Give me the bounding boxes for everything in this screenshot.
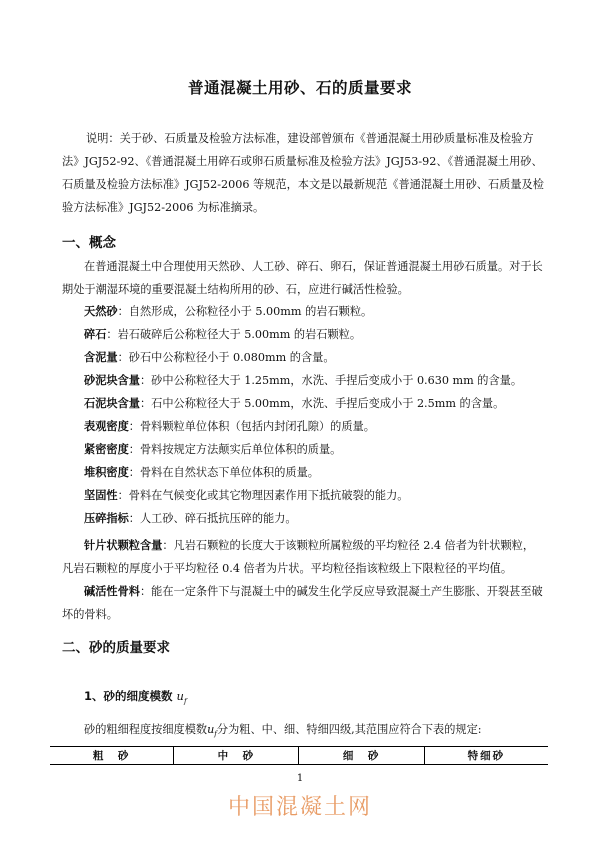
definition-text: ：岩石破碎后公称粒径大于 5.00mm 的岩石颗粒。 — [106, 328, 362, 341]
definition-crushed-stone — [84, 327, 546, 343]
definition-term: 表观密度 — [84, 420, 129, 433]
definition-term: 砂泥块含量 — [84, 374, 140, 387]
definition-term: 含泥量 — [84, 351, 118, 364]
concepts-paragraph: 在普通混凝土中合理使用天然砂、人工砂、碎石、卵石，保证普通混凝土用砂石质量。对于长期处于潮湿环境的重要混凝土结构所用的砂、石，应进行碱活性检验。 — [62, 260, 543, 296]
table-header-cell: 粗 砂 — [50, 747, 174, 765]
intro-note: 说明：关于砂、石质量及检验方法标准，建设部曾颁布《普通混凝土用砂质量标准及检验方法》JGJ52-92、《普通混凝土用碎石或卵石质量标准及检验方法》JGJ53-92、《普通混凝土用砂、石质量及检验方法标准》JGJ52-2006 等规范，本文是以最新规范《普通混凝土用砂、石质量及检验方法标准》JGJ52-2006 为标准摘录。 — [62, 132, 544, 214]
definition-apparent-density — [84, 419, 546, 435]
definition-text: ：凡岩石颗粒的长度大于该颗粒所属粒级的平均粒径 2.4 倍者为针状颗粒，凡岩石颗粒的厚度小于平均粒径 0.4 倍者为片状。平均粒径指该粒级上下限粒径的平均值。 — [62, 539, 535, 575]
subsection-heading-fineness — [84, 688, 187, 705]
definition-text: ：骨料颗粒单位体积（包括内封闭孔隙）的质量。 — [128, 420, 375, 433]
table-header-cell: 细 砂 — [299, 747, 424, 765]
subsection-label: 1、砂的细度模数 — [84, 689, 173, 703]
definition-term: 碱活性骨料 — [84, 585, 140, 598]
fineness-lead-text: 砂的粗细程度按细度模数$u_f$分为粗、中、细、特细四级,其范围应符合下表的规定: — [84, 723, 482, 739]
table-header-row — [50, 747, 548, 765]
fineness-symbol-inline: $u_f$ — [207, 723, 217, 739]
definition-term: 堆积密度 — [84, 466, 129, 479]
definition-term: 天然砂 — [84, 305, 118, 318]
definition-term: 针片状颗粒含量 — [84, 539, 163, 552]
definition-stone-clay-lumps — [84, 396, 546, 412]
definition-sand-clay-lumps — [84, 373, 546, 389]
definition-mud-content — [84, 350, 546, 366]
definition-term: 紧密密度 — [84, 443, 129, 456]
page-number: 1 — [296, 773, 304, 784]
definition-text: ：骨料在自然状态下单位体积的质量。 — [128, 466, 319, 479]
definition-text: ：石中公称粒径大于 5.00mm，水洗、手捏后变成小于 2.5mm 的含量。 — [139, 397, 505, 410]
fineness-symbol: $u_f$ — [176, 689, 187, 706]
definition-term: 压碎指标 — [84, 512, 129, 525]
definition-bulk-density — [84, 465, 546, 481]
fineness-grade-table — [50, 746, 548, 765]
definition-term: 石泥块含量 — [84, 397, 140, 410]
definition-text: ：骨料按规定方法颠实后单位体积的质量。 — [128, 443, 342, 456]
section-heading-sand-quality: 二、砂的质量要求 — [62, 640, 170, 656]
definition-text: ：砂石中公称粒径小于 0.080mm 的含量。 — [117, 351, 335, 364]
definition-natural-sand — [84, 304, 546, 320]
section-heading-concepts: 一、概念 — [62, 235, 116, 251]
table-header-cell: 中 砂 — [174, 747, 299, 765]
definition-term: 坚固性 — [84, 489, 118, 502]
definition-compact-density — [84, 442, 546, 458]
definition-term: 碎石 — [84, 328, 107, 341]
definition-text: ：能在一定条件下与混凝土中的碱发生化学反应导致混凝土产生膨胀、开裂甚至破坏的骨料。 — [62, 585, 543, 621]
definition-text: ：骨料在气候变化或其它物理因素作用下抵抗破裂的能力。 — [117, 489, 409, 502]
document-title: 普通混凝土用砂、石的质量要求 — [187, 79, 412, 97]
table-header-cell: 特细砂 — [424, 747, 548, 765]
watermark-text: 中国混凝土网 — [227, 795, 372, 820]
definition-crushing-index — [84, 511, 546, 527]
definition-text: ：砂中公称粒径大于 1.25mm，水洗、手捏后变成小于 0.630 mm 的含量。 — [139, 374, 523, 387]
definition-text: ：自然形成，公称粒径小于 5.00mm 的岩石颗粒。 — [117, 305, 373, 318]
definition-alkali-reactive — [62, 580, 544, 626]
definition-soundness — [84, 488, 546, 504]
definition-needle-flaky — [62, 534, 544, 580]
definition-text: ：人工砂、碎石抵抗压碎的能力。 — [128, 512, 297, 525]
